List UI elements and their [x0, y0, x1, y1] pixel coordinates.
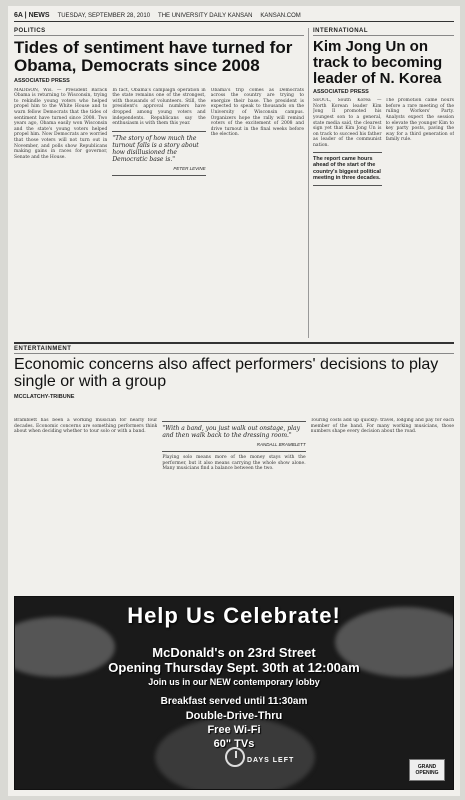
international-column-2: The promotion came hours before a rare meeting of the ruling Workers' Party. Analysts expect the session to elevate the younger Kim to key party posts, paving the way for a third generation of family rule. [385, 98, 454, 143]
politics-pullquote [112, 131, 205, 176]
politics-column-3: Obama's trip comes as Democrats across the country are trying to energize their base. The president is expected to speak to thousands on the University of Wisconsin campus. Organizers hope the rally will remind voters of the excitement of 2008 and drive turnout in the final weeks before the election. [210, 87, 304, 138]
ad-location: McDonald's on 23rd Street [152, 645, 316, 660]
international-column-1-wrap [313, 98, 382, 348]
mcdonalds-advertisement [14, 596, 454, 790]
entertainment-byline: MCCLATCHY-TRIBUNE [14, 393, 75, 400]
politics-headline: Tides of sentiment have turned for Obama, Democrats since 2008 [14, 38, 293, 75]
ad-days-left: DAYS LEFT [247, 757, 295, 764]
entertainment-column-1: Bramblett has been a working musician for nearly four decades. Economic concerns are something performers think about when deciding whether to tour solo or with a band. [14, 418, 158, 435]
international-pullquote: The report came hours ahead of the start of the country's biggest political meeting in three decades. [313, 152, 382, 186]
column-divider [308, 28, 309, 338]
folio-date: TUESDAY, SEPTEMBER 28, 2010 [57, 12, 151, 19]
entertainment-pullquote-by: RANDALL BRAMBLETT [256, 442, 306, 447]
international-byline: ASSOCIATED PRESS [313, 89, 369, 96]
section-rule [14, 342, 454, 344]
entertainment-pullquote [162, 421, 305, 452]
politics-kicker: POLITICS [14, 28, 304, 36]
politics-column-2: In fact, Obama's campaign operation in the state remains one of the strongest, with thousands of volunteers. Still, the president's approval numbers have dropped among young voters and independents. Republicans say the enthusiasm is with them this year. [112, 87, 206, 127]
politics-pullquote-text: "The story of how much the turnout falls is a story about how disillusioned the Democratic base is." [112, 134, 199, 163]
entertainment-headline: Economic concerns also affect performers' decisions to play single or with a group [14, 356, 439, 390]
entertainment-column-2: Playing solo means more of the money stays with the performer, but it also means carrying the whole show alone. Many musicians find a balance between the two. [162, 455, 306, 472]
folio-section: 6A | NEWS [14, 12, 50, 19]
folio-site: KANSAN.COM [260, 12, 301, 19]
ad-tvs: 60" TVs [213, 738, 255, 750]
ad-lobby: Join us in our NEW contemporary lobby [148, 677, 320, 687]
ad-breakfast: Breakfast served until 11:30am [160, 696, 308, 707]
entertainment-column-2-wrap [162, 418, 305, 594]
page-folio [14, 10, 454, 22]
entertainment-kicker: ENTERTAINMENT [14, 346, 454, 354]
entertainment-body [14, 418, 454, 594]
entertainment-story [14, 346, 454, 426]
international-headline: Kim Jong Un on track to becoming leader of N. Korea [313, 38, 443, 87]
politics-byline: ASSOCIATED PRESS [14, 77, 70, 84]
ad-opening-date: Opening Thursday Sept. 30th at 12:00am [108, 660, 360, 675]
folio-paper: THE UNIVERSITY DAILY KANSAN [158, 12, 253, 19]
politics-story [14, 28, 304, 328]
politics-pullquote-by: PETER LEVINE [173, 165, 206, 171]
entertainment-column-3: Touring costs add up quickly: travel, lodging and pay for each member of the band. For many working musicians, those numbers shape every decision about the road. [310, 418, 454, 435]
politics-column-1: MADISON, Wis. — President Barack Obama is returning to Wisconsin, trying to rekindle young voters who helped propel him to the White House and to warn fellow Democrats that the tides of sentiment have turned since 2008. Two years ago, Obama easily won Wisconsin and the state's young voters helped propel him. Now Democrats are worried that those voters will not turn out in November, and polls show Republicans making gains in races for governor, Senate and the House. [14, 87, 108, 160]
ad-title: Help Us Celebrate! [127, 603, 341, 628]
international-story [313, 28, 454, 338]
ad-wifi: Free Wi-Fi [207, 724, 261, 736]
politics-column-2-wrap [112, 88, 205, 328]
international-kicker: INTERNATIONAL [313, 28, 454, 36]
international-column-1: SEOUL, South Korea — North Korean leader Kim Jong Il promoted his youngest son to a general, state media said, the clearest sign yet that Kim Jong Un is on track to succeed his father as leader of the communist nation. [313, 98, 382, 148]
clock-icon [225, 747, 245, 767]
entertainment-pullquote-text: "With a band, you just walk out onstage, play and then walk back to the dressing room." [162, 425, 301, 439]
grand-opening-badge: GRAND OPENING [409, 759, 445, 781]
ad-drive-thru: Double-Drive-Thru [185, 710, 283, 722]
newspaper-page [8, 6, 460, 796]
